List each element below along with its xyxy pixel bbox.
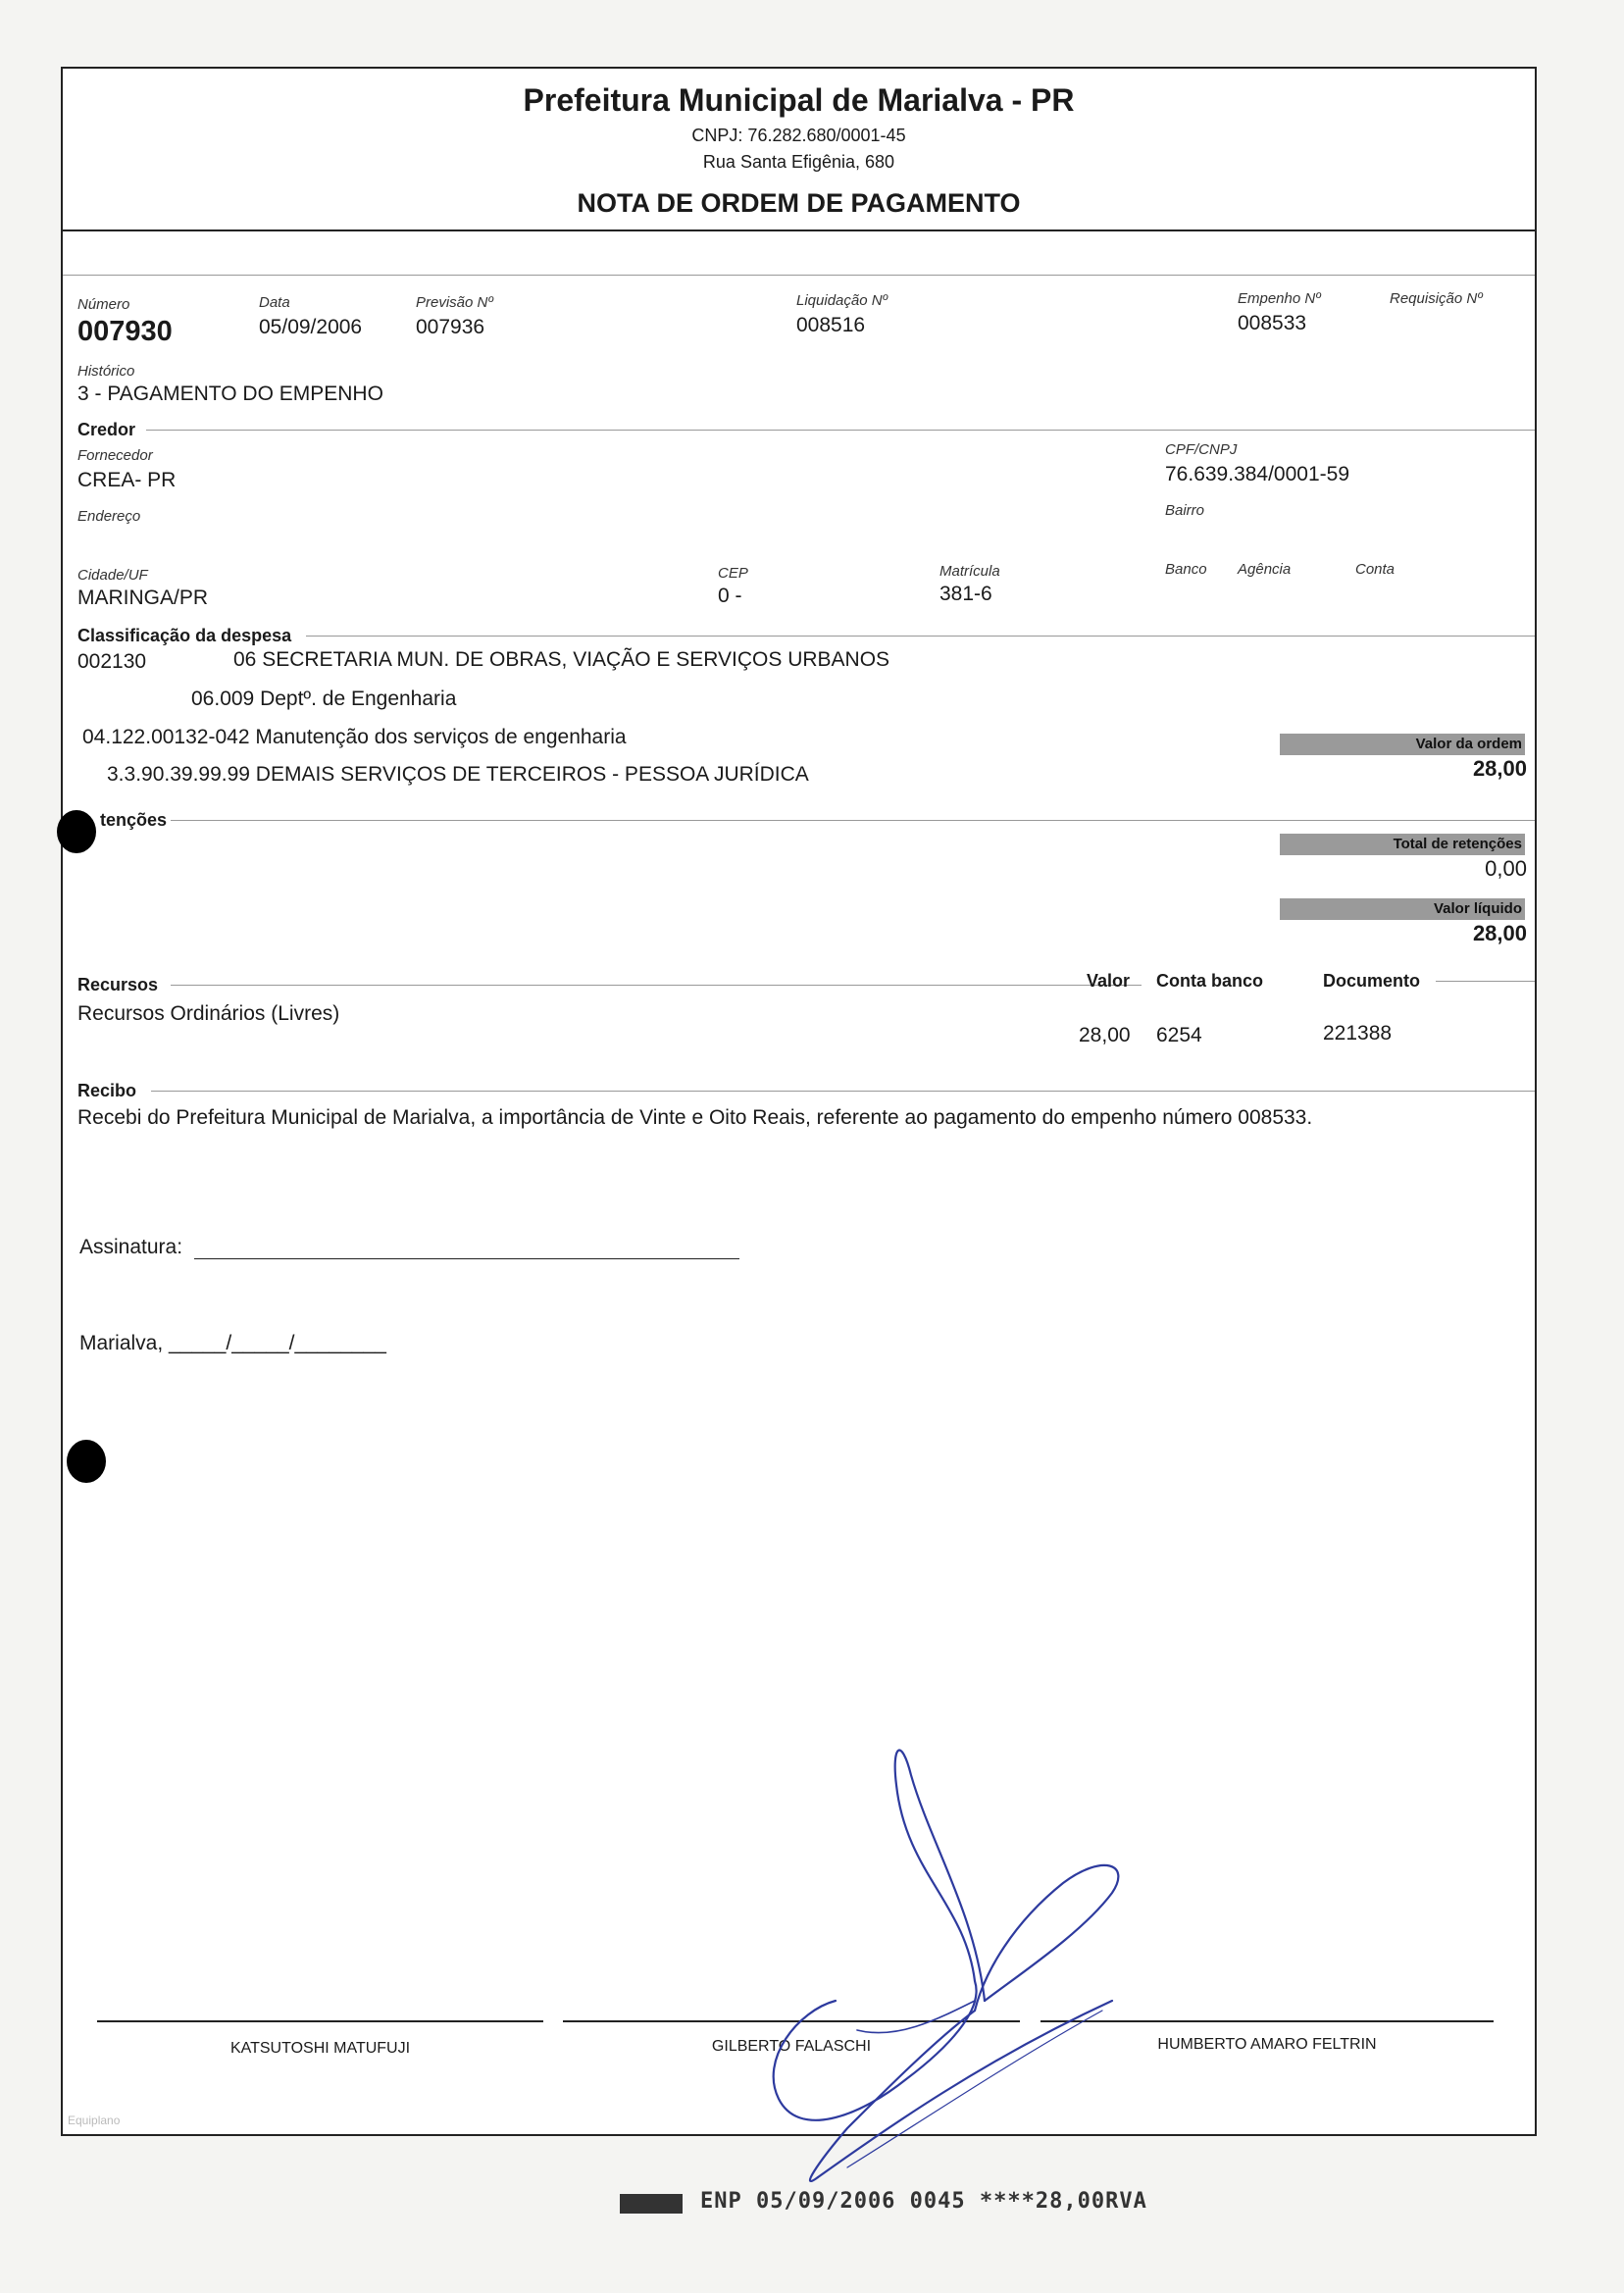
cidade-value: MARINGA/PR: [77, 586, 209, 609]
punch-hole: [67, 1440, 106, 1483]
recursos-documento-label: Documento: [1323, 971, 1420, 991]
signatory-3: HUMBERTO AMARO FELTRIN: [1157, 2036, 1377, 2053]
recursos-divider-end: [1436, 981, 1535, 982]
endereco-label: Endereço: [77, 508, 141, 525]
bank-stamp: [620, 2189, 1147, 2214]
bank-logo-icon: [620, 2194, 683, 2214]
recursos-valor-label: Valor: [1087, 971, 1131, 991]
software-credit: Equiplano: [68, 2114, 121, 2127]
recursos-item: Recursos Ordinários (Livres): [77, 1002, 340, 1025]
recursos-section: Recursos: [77, 975, 159, 994]
recibo-section: Recibo: [77, 1081, 137, 1100]
liquidacao-value: 008516: [796, 314, 866, 336]
recursos-conta-label: Conta banco: [1156, 971, 1264, 991]
conta-label: Conta: [1355, 561, 1396, 578]
cpf-label: CPF/CNPJ: [1165, 441, 1238, 458]
ids-divider: [63, 275, 1535, 276]
bank-stamp-text: ENP 05/09/2006 0045 ****28,00RVA: [700, 2189, 1147, 2214]
document-title: NOTA DE ORDEM DE PAGAMENTO: [577, 188, 1021, 218]
classificacao-line2: 06.009 Deptº. de Engenharia: [191, 688, 457, 710]
signatory-1: KATSUTOSHI MATUFUJI: [229, 2040, 411, 2057]
numero-label: Número: [77, 296, 130, 313]
classificacao-line4: 3.3.90.39.99.99 DEMAIS SERVIÇOS DE TERCEIROS - PESSOA JURÍDICA: [107, 763, 809, 786]
document-page: [61, 67, 1537, 2136]
recibo-text: Recebi do Prefeitura Municipal de Marialva, a importância de Vinte e Oito Reais, referente ao pagamento do empenho número 008533.: [77, 1106, 1313, 1129]
total-retencoes-value: 0,00: [1485, 856, 1527, 881]
data-label: Data: [259, 294, 290, 311]
empenho-label: Empenho Nº: [1238, 290, 1321, 307]
numero-value: 007930: [77, 316, 173, 347]
fornecedor-label: Fornecedor: [77, 447, 153, 464]
fornecedor-value: CREA- PR: [77, 469, 177, 491]
recibo-divider: [151, 1091, 1535, 1092]
matricula-value: 381-6: [939, 583, 992, 605]
signatory-2: GILBERTO FALASCHI: [711, 2038, 872, 2055]
assinatura-label: Assinatura:: [79, 1236, 183, 1258]
punch-hole: [57, 810, 96, 853]
cnpj: CNPJ: 76.282.680/0001-45: [691, 126, 906, 145]
historico-label: Histórico: [77, 363, 135, 380]
retencoes-divider: [171, 820, 1535, 821]
banco-label: Banco: [1165, 561, 1207, 578]
matricula-label: Matrícula: [939, 563, 1000, 580]
historico-value: 3 - PAGAMENTO DO EMPENHO: [77, 382, 383, 405]
classificacao-divider: [306, 636, 1535, 637]
cep-label: CEP: [718, 565, 748, 582]
handwritten-signature: [690, 1707, 1161, 2217]
empenho-value: 008533: [1238, 312, 1307, 334]
recursos-valor: 28,00: [1079, 1024, 1131, 1046]
valor-ordem-label: Valor da ordem: [1280, 734, 1525, 755]
valor-liquido-value: 28,00: [1472, 921, 1527, 945]
local-data: Marialva, _____/_____/________: [79, 1332, 386, 1354]
page-title: Prefeitura Municipal de Marialva - PR: [523, 82, 1075, 118]
agencia-label: Agência: [1238, 561, 1292, 578]
valor-ordem-value: 28,00: [1472, 756, 1527, 781]
recursos-documento: 221388: [1323, 1022, 1393, 1045]
classificacao-line3: 04.122.00132-042 Manutenção dos serviços de engenharia: [82, 726, 627, 748]
bairro-label: Bairro: [1165, 502, 1205, 519]
signature-line-1: [97, 2020, 543, 2022]
credor-divider: [146, 430, 1535, 431]
cep-value: 0 -: [718, 585, 742, 607]
header-divider: [63, 229, 1535, 231]
classificacao-section: Classificação da despesa: [77, 626, 292, 645]
credor-section: Credor: [77, 420, 136, 439]
recursos-divider: [171, 985, 1142, 986]
classificacao-code: 002130: [77, 650, 147, 673]
address: Rua Santa Efigênia, 680: [702, 152, 895, 172]
requisicao-label: Requisição Nº: [1390, 290, 1483, 307]
total-retencoes-label: Total de retenções: [1280, 834, 1525, 855]
classificacao-line1: 06 SECRETARIA MUN. DE OBRAS, VIAÇÃO E SERVIÇOS URBANOS: [233, 648, 890, 671]
cidade-label: Cidade/UF: [77, 567, 148, 584]
retencoes-section: tenções: [100, 810, 168, 830]
valor-liquido-label: Valor líquido: [1280, 898, 1525, 920]
previsao-value: 007936: [416, 316, 485, 338]
cpf-value: 76.639.384/0001-59: [1165, 463, 1350, 485]
data-value: 05/09/2006: [259, 316, 363, 338]
recursos-conta: 6254: [1156, 1024, 1202, 1046]
assinatura-line: [194, 1258, 739, 1259]
previsao-label: Previsão Nº: [416, 294, 493, 311]
liquidacao-label: Liquidação Nº: [796, 292, 888, 309]
